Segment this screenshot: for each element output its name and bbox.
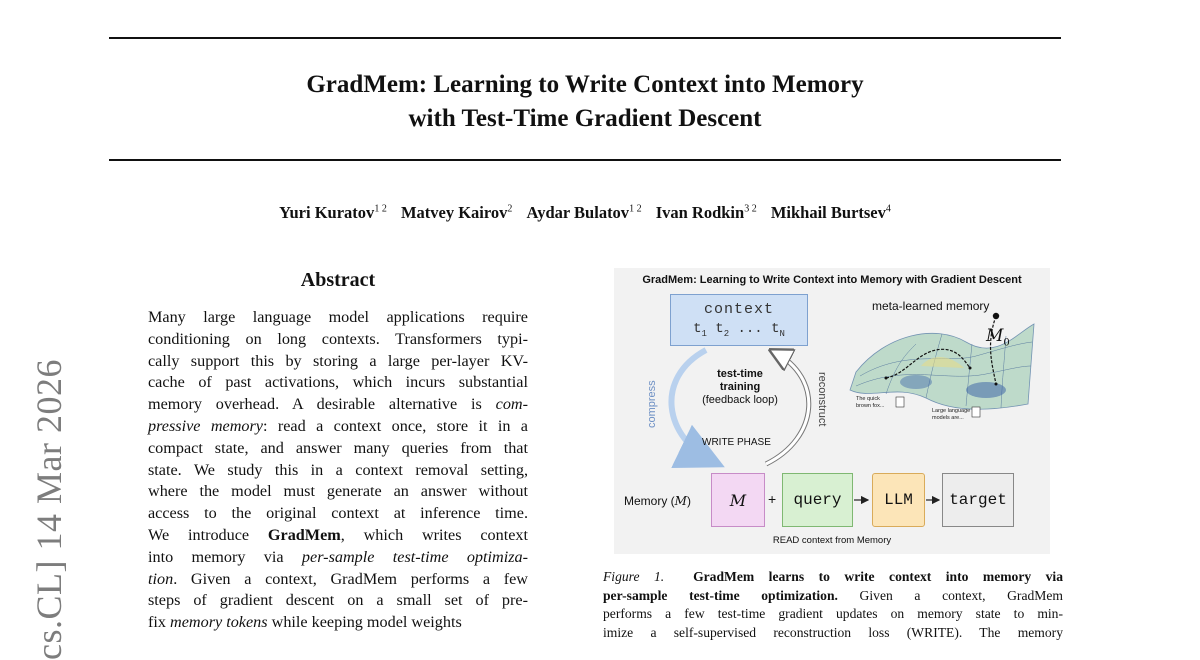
caption-line: Figure 1. GradMem learns to write context into memory via — [603, 569, 1064, 584]
memory-label: Memory (M) — [624, 494, 691, 508]
memory-box: M — [711, 473, 765, 527]
compress-label: compress — [646, 380, 658, 428]
abstract-line: fix memory tokens while keeping model weights — [148, 613, 462, 632]
caption-line: performs a few test-time gradient updates on memory state to min- — [603, 606, 1063, 621]
author: Matvey Kairov$^2$ — [400, 203, 513, 222]
abstract-line: conditioning on long contexts. Transformers typi- — [148, 329, 528, 348]
read-phase-label: READ context from Memory — [772, 535, 892, 546]
abstract-line: memory overhead. A desirable alternative is com- — [148, 395, 528, 414]
author: Aydar Bulatov$^{1 2}$ — [526, 203, 642, 222]
abstract-line: cache of past activations, which incurs substantial — [148, 373, 528, 392]
figure-1 — [614, 268, 1050, 554]
figure-caption — [603, 568, 1063, 642]
plus-sign: + — [768, 491, 777, 507]
title-bottom-rule — [109, 159, 1061, 161]
doc-note: Large language models are... — [932, 408, 971, 421]
abstract-line: pressive memory: read a context once, store it in a — [148, 416, 528, 435]
title-line-2: with Test-Time Gradient Descent — [408, 105, 762, 132]
abstract-line: where the model must generate an answer without — [148, 482, 528, 501]
abstract-line: We introduce GradMem, which writes context — [148, 525, 528, 544]
caption-line: imize a self-supervised reconstruction loss (WRITE). The memory — [603, 624, 1063, 640]
target-box: target — [942, 473, 1014, 527]
abstract-body — [148, 307, 528, 634]
title-top-rule — [109, 37, 1061, 39]
abstract-line: into memory via per-sample test-time optimiza- — [148, 547, 528, 566]
doc-note: The quick brown fox... — [856, 396, 885, 409]
context-word: context — [703, 301, 774, 318]
abstract-line: cally support this by storing a large per-layer KV- — [148, 351, 528, 370]
abstract-line: steps of gradient descent on a small set of pre- — [148, 591, 528, 610]
write-phase-label: WRITE PHASE — [702, 437, 771, 448]
reconstruct-label: reconstruct — [816, 372, 828, 427]
abstract-heading: Abstract — [300, 269, 376, 291]
initial-memory-symbol: $M_0$ — [986, 326, 1010, 349]
figure-title: GradMem: Learning to Write Context into Memory with Gradient Descent — [642, 274, 1022, 286]
feedback-loop-label: test-time training (feedback loop) — [702, 368, 778, 406]
author: Ivan Rodkin$^{3 2}$ — [655, 203, 757, 222]
context-tokens: $t_1$ $t_2$ ... $t_N$ — [693, 321, 785, 339]
author: Mikhail Burtsev$^4$ — [770, 203, 891, 222]
paper-title — [109, 68, 1061, 136]
author: Yuri Kuratov$^{1 2}$ — [279, 203, 387, 222]
author-list — [109, 203, 1061, 223]
abstract-line: compact state, and answer many queries from that — [148, 438, 528, 457]
query-box: query — [782, 473, 853, 527]
abstract-line: state. We study this in a context removal setting, — [148, 460, 528, 479]
arxiv-stamp: cs.CL] 14 Mar 2026 — [29, 359, 69, 660]
abstract-line: Many large language model applications require — [148, 308, 528, 326]
abstract-line: access to the original context at inference time. — [148, 504, 528, 523]
abstract-line: tion. Given a context, GradMem performs a few — [148, 569, 528, 588]
llm-box: LLM — [872, 473, 925, 527]
meta-learned-label: meta-learned memory — [872, 299, 990, 313]
title-line-1: GradMem: Learning to Write Context into Memory — [306, 71, 864, 98]
caption-line: per-sample test-time optimization. Given a context, GradMem — [603, 587, 1063, 603]
